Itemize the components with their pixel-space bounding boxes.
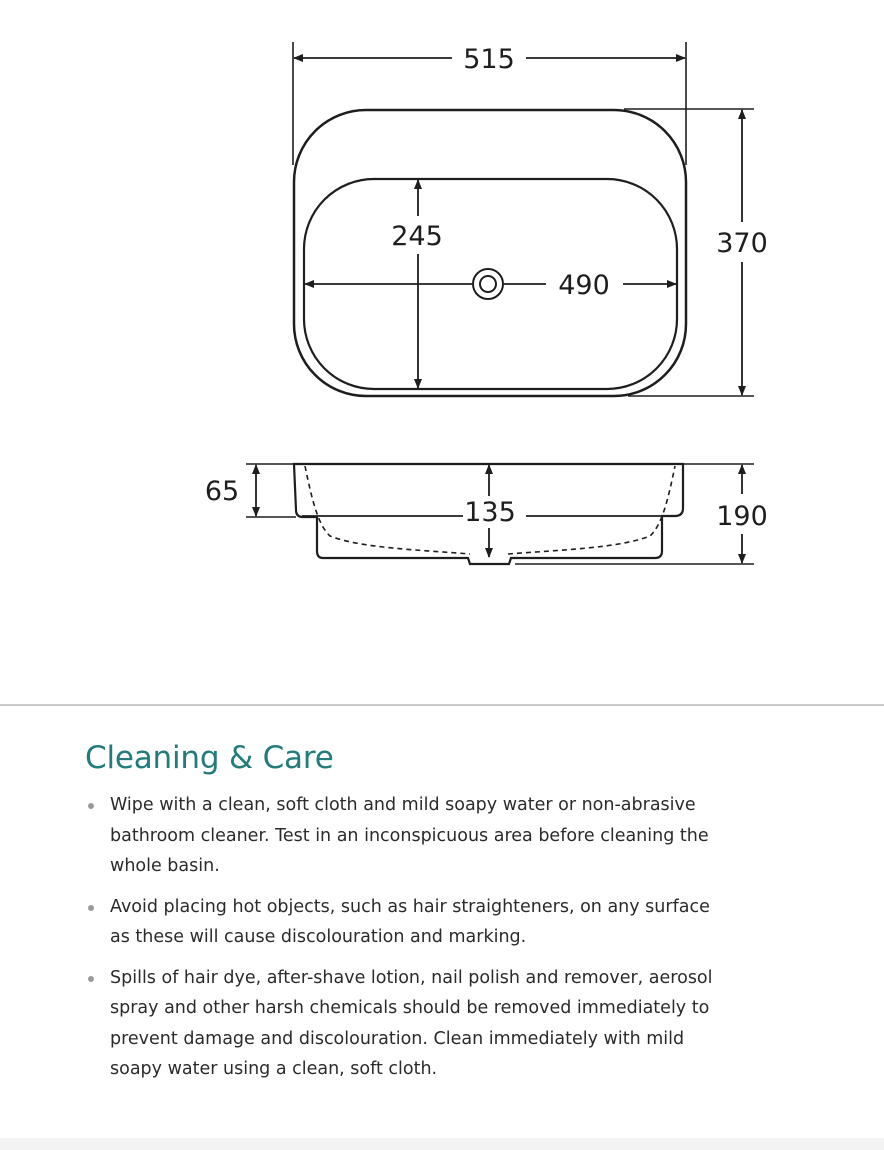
section-divider (0, 704, 884, 706)
top-view (293, 42, 754, 396)
dim-label-135: 135 (464, 497, 516, 528)
dim-label-65: 65 (204, 476, 240, 507)
drain-inner-ring (480, 276, 496, 292)
care-list-item (85, 790, 725, 882)
care-item-text: Spills of hair dye, after-shave lotion, nail polish and remover, aerosol spray and other harsh chemicals should be removed immediately to prevent damage and discolouration. Clean immediately with mild soapy water using a clean, soft cloth. (110, 967, 713, 1079)
bullet-icon (88, 976, 94, 982)
bullet-icon (88, 905, 94, 911)
dim-label-245: 245 (391, 221, 443, 252)
basin-outer-outline (294, 110, 686, 396)
cleaning-care-section (85, 740, 725, 1095)
dim-label-190: 190 (716, 501, 768, 532)
dim-label-515: 515 (463, 44, 515, 75)
care-list (85, 790, 725, 1085)
care-item-text: Avoid placing hot objects, such as hair straighteners, on any surface as these will cause discolouration and marking. (110, 896, 710, 947)
cleaning-care-heading: Cleaning & Care (85, 740, 334, 776)
care-list-item (85, 892, 725, 953)
dim-label-370: 370 (716, 228, 768, 259)
care-list-item (85, 963, 725, 1085)
care-item-text: Wipe with a clean, soft cloth and mild soapy water or non-abrasive bathroom cleaner. Test in an inconspicuous area before cleaning the whole basin. (110, 795, 709, 876)
footer-band (0, 1138, 884, 1150)
dim-label-490: 490 (558, 270, 610, 301)
bullet-icon (88, 803, 94, 809)
drain-outer-ring (473, 269, 503, 299)
